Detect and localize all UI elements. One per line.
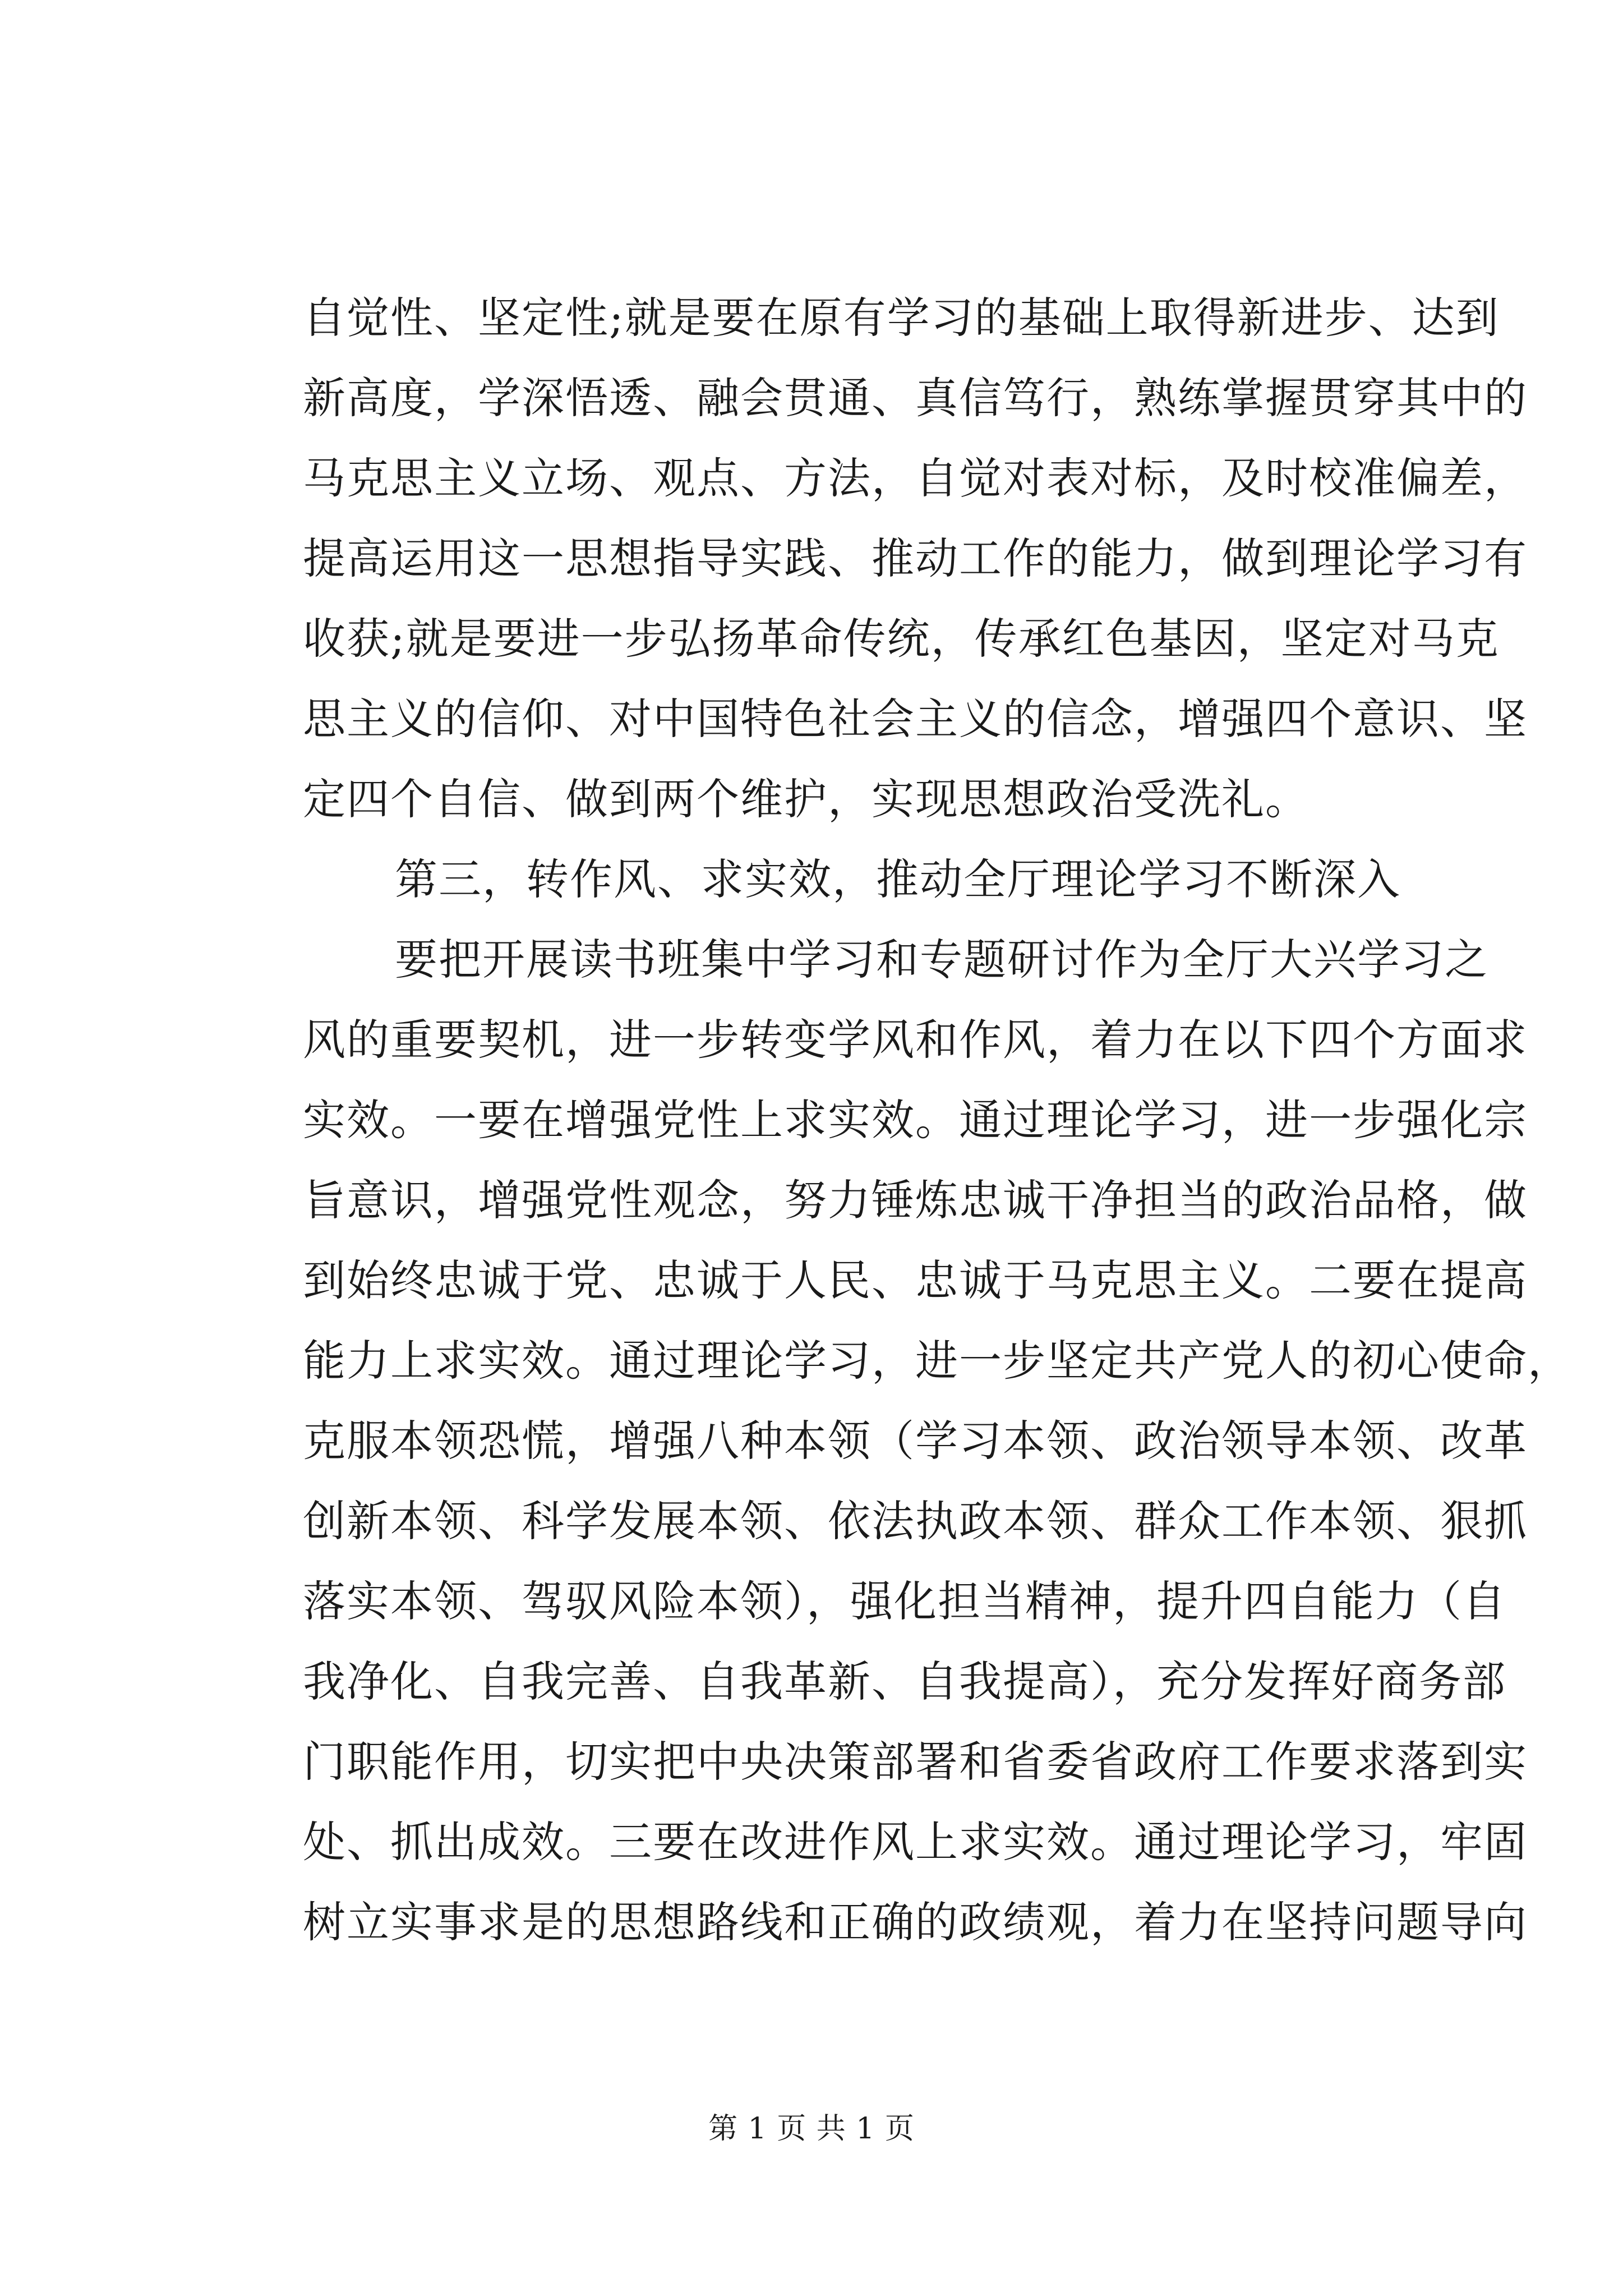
text-line: 落实本领、驾驭风险本领），强化担当精神，提升四自能力（自 [303, 1576, 1506, 1626]
text-line: 新高度，学深悟透、融会贯通、真信笃行，熟练掌握贯穿其中的 [303, 373, 1528, 423]
text-line: 到始终忠诚于党、忠诚于人民、忠诚于马克思主义。二要在提高 [303, 1255, 1528, 1305]
text-line: 创新本领、科学发展本领、依法执政本领、群众工作本领、狠抓 [303, 1496, 1528, 1546]
text-line: 提高运用这一思想指导实践、推动工作的能力，做到理论学习有 [303, 533, 1528, 583]
text-line: 旨意识，增强党性观念，努力锤炼忠诚干净担当的政治品格，做 [303, 1175, 1528, 1225]
section-heading: 第三，转作风、求实效，推动全厅理论学习不断深入 [395, 854, 1401, 904]
text-line: 我净化、自我完善、自我革新、自我提高），充分发挥好商务部 [303, 1657, 1506, 1706]
text-line: 树立实事求是的思想路线和正确的政绩观，着力在坚持问题导向 [303, 1897, 1528, 1947]
text-line: 马克思主义立场、观点、方法，自觉对表对标，及时校准偏差， [303, 453, 1528, 503]
document-body [303, 278, 1571, 1962]
text-line: 风的重要契机，进一步转变学风和作风，着力在以下四个方面求 [303, 1015, 1528, 1065]
text-line: 思主义的信仰、对中国特色社会主义的信念，增强四个意识、坚 [303, 694, 1528, 744]
text-line: 要把开展读书班集中学习和专题研讨作为全厅大兴学习之 [395, 935, 1488, 984]
text-line: 定四个自信、做到两个维护，实现思想政治受洗礼。 [303, 774, 1309, 824]
text-line: 收获;就是要进一步弘扬革命传统，传承红色基因，坚定对马克 [303, 614, 1500, 664]
text-line: 处、抓出成效。三要在改进作风上求实效。通过理论学习，牢固 [303, 1817, 1528, 1867]
text-line: 克服本领恐慌，增强八种本领（学习本领、政治领导本领、改革 [303, 1416, 1528, 1466]
text-line: 能力上求实效。通过理论学习，进一步坚定共产党人的初心使命， [303, 1336, 1571, 1386]
text-line: 门职能作用，切实把中央决策部署和省委省政府工作要求落到实 [303, 1737, 1528, 1787]
text-line: 实效。一要在增强党性上求实效。通过理论学习，进一步强化宗 [303, 1095, 1528, 1145]
text-line: 自觉性、坚定性;就是要在原有学习的基础上取得新进步、达到 [303, 293, 1500, 343]
page-footer: 第 1 页 共 1 页 [708, 2112, 915, 2146]
